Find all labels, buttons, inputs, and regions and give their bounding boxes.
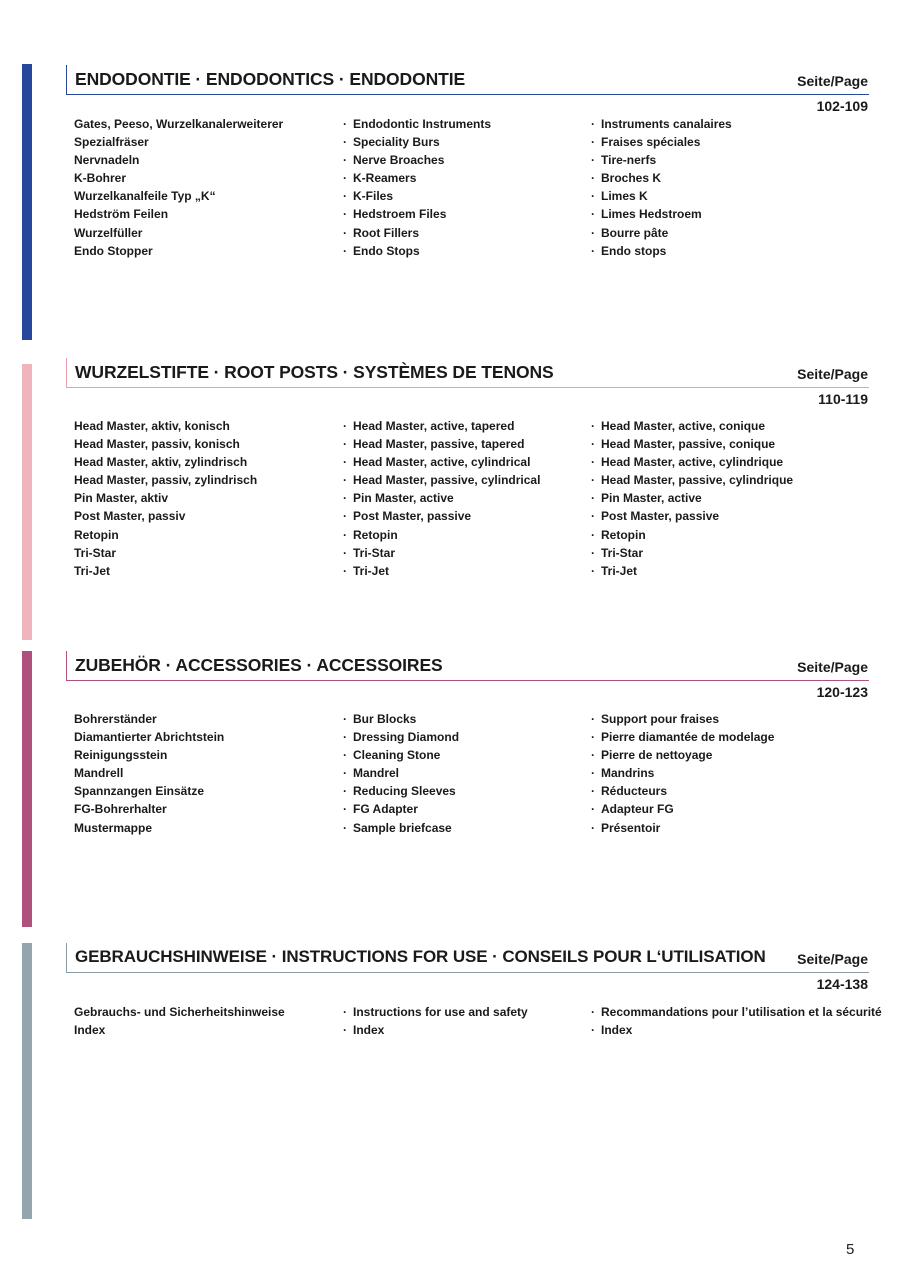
list-item: · Endodontic Instruments [343, 117, 491, 131]
page-range: 124-138 [816, 976, 868, 992]
list-item: · Head Master, passive, cylindrique [591, 473, 794, 488]
list-german [74, 1003, 285, 1039]
list-item: · Endo stops [591, 243, 667, 258]
list-item: · Adapteur FG [591, 802, 674, 817]
list-german [74, 710, 224, 837]
list-item: · Root Fillers [343, 225, 420, 240]
section-color-bar [22, 64, 32, 340]
list-french [591, 115, 732, 260]
list-item: · Support pour fraises [591, 712, 720, 726]
list-item: Diamantierter Abrichtstein [74, 730, 225, 745]
list-item: · Instruments canalaires [591, 117, 732, 131]
list-item: · Cleaning Stone [343, 748, 441, 763]
section-title: GEBRAUCHSHINWEISE · INSTRUCTIONS FOR USE · CONSEILS POUR L‘UTILISATION [75, 947, 766, 966]
list-german [74, 115, 283, 260]
list-item: Head Master, aktiv, zylindrisch [74, 455, 248, 470]
list-item: · Pin Master, active [591, 491, 702, 506]
list-item: Reinigungsstein [74, 748, 168, 763]
list-item: · Pin Master, active [343, 491, 454, 506]
section-title: WURZELSTIFTE · ROOT POSTS · SYSTÈMES DE TENONS [75, 362, 554, 382]
list-item: Spezialfräser [74, 135, 149, 150]
list-item: Wurzelkanalfeile Typ „K“ [74, 189, 216, 204]
list-item: · Tire-nerfs [591, 153, 657, 168]
list-item: Pin Master, aktiv [74, 491, 169, 506]
list-item: Bohrerständer [74, 712, 157, 726]
list-item: K-Bohrer [74, 171, 127, 186]
list-item: · Hedstroem Files [343, 207, 447, 222]
list-item: Mandrell [74, 766, 124, 781]
section-header [66, 358, 869, 388]
list-item: · Head Master, passive, cylindrical [343, 473, 541, 488]
list-item: · Limes K [591, 189, 648, 204]
list-item: Mustermappe [74, 820, 153, 835]
list-item: · Head Master, active, cylindrique [591, 455, 784, 470]
list-item: · Bourre pâte [591, 225, 669, 240]
list-item: · Tri-Star [343, 545, 396, 560]
list-item: · Mandrel [343, 766, 400, 781]
list-item: · Index [591, 1023, 633, 1038]
list-item: · Head Master, active, tapered [343, 419, 515, 433]
list-item: · Endo Stops [343, 243, 420, 258]
list-item: · Head Master, passive, tapered [343, 437, 525, 452]
seite-page-label: Seite/Page [797, 659, 868, 675]
list-item: Retopin [74, 527, 119, 542]
section-header [66, 65, 869, 95]
list-item: · Tri-Jet [591, 563, 638, 578]
list-item: · Pierre diamantée de modelage [591, 730, 775, 745]
list-item: · Présentoir [591, 820, 661, 835]
list-item: Gates, Peeso, Wurzelkanalerweiterer [74, 117, 284, 131]
section-header [66, 651, 869, 681]
seite-page-label: Seite/Page [797, 73, 868, 89]
list-item: · Head Master, passive, conique [591, 437, 776, 452]
list-item: · Head Master, active, conique [591, 419, 766, 433]
section-color-bar [22, 651, 32, 927]
page-range: 120-123 [816, 684, 868, 700]
list-french [591, 417, 793, 580]
list-item: · Retopin [591, 527, 646, 542]
list-item: · Tri-Jet [343, 563, 390, 578]
list-item: Index [74, 1023, 106, 1038]
list-item: · Fraises spéciales [591, 135, 701, 150]
list-english [343, 417, 540, 580]
list-item: · Dressing Diamond [343, 730, 460, 745]
page-number: 5 [846, 1241, 855, 1258]
list-item: Tri-Star [74, 545, 117, 560]
list-french [591, 710, 774, 837]
list-item: · Réducteurs [591, 784, 668, 799]
list-french [591, 1003, 882, 1039]
list-item: · Pierre de nettoyage [591, 748, 713, 763]
list-item: Head Master, aktiv, konisch [74, 419, 230, 433]
list-item: · Index [343, 1023, 385, 1038]
list-item: Tri-Jet [74, 563, 111, 578]
list-item: · Instructions for use and safety [343, 1005, 528, 1019]
list-english [343, 710, 459, 837]
section-title: ZUBEHÖR · ACCESSORIES · ACCESSOIRES [75, 655, 443, 675]
list-item: Head Master, passiv, konisch [74, 437, 240, 452]
list-item: Post Master, passiv [74, 509, 186, 524]
list-item: · Bur Blocks [343, 712, 417, 726]
list-item: · K-Files [343, 189, 394, 204]
list-item: · K-Reamers [343, 171, 417, 186]
section-header [66, 943, 869, 973]
list-item: · Head Master, active, cylindrical [343, 455, 531, 470]
section-color-bar [22, 943, 32, 1219]
list-item: FG-Bohrerhalter [74, 802, 167, 817]
page-range: 102-109 [816, 98, 868, 114]
list-item: · Speciality Burs [343, 135, 440, 150]
section-title: ENDODONTIE · ENDODONTICS · ENDODONTIE [75, 69, 466, 89]
list-item: · Limes Hedstroem [591, 207, 702, 222]
list-item: Wurzelfüller [74, 225, 143, 240]
page-range: 110-119 [818, 391, 868, 407]
list-item: Hedström Feilen [74, 207, 169, 222]
list-item: · Post Master, passive [591, 509, 720, 524]
list-item: · Mandrins [591, 766, 655, 781]
list-item: Nervnadeln [74, 153, 140, 168]
seite-page-label: Seite/Page [797, 366, 868, 382]
list-item: · FG Adapter [343, 802, 418, 817]
list-german [74, 417, 257, 580]
list-item: · Tri-Star [591, 545, 644, 560]
list-item: · Retopin [343, 527, 398, 542]
list-item: · Sample briefcase [343, 820, 452, 835]
list-english [343, 115, 491, 260]
seite-page-label: Seite/Page [797, 951, 868, 967]
list-item: Gebrauchs- und Sicherheitshinweise [74, 1005, 285, 1019]
list-item: · Nerve Broaches [343, 153, 445, 168]
list-item: Endo Stopper [74, 243, 153, 258]
list-item: · Recommandations pour l’utilisation et la sécurité [591, 1005, 882, 1019]
list-item: · Post Master, passive [343, 509, 472, 524]
section-color-bar [22, 364, 32, 640]
list-english [343, 1003, 528, 1039]
list-item: Head Master, passiv, zylindrisch [74, 473, 258, 488]
list-item: · Reducing Sleeves [343, 784, 456, 799]
list-item: · Broches K [591, 171, 662, 186]
list-item: Spannzangen Einsätze [74, 784, 205, 799]
